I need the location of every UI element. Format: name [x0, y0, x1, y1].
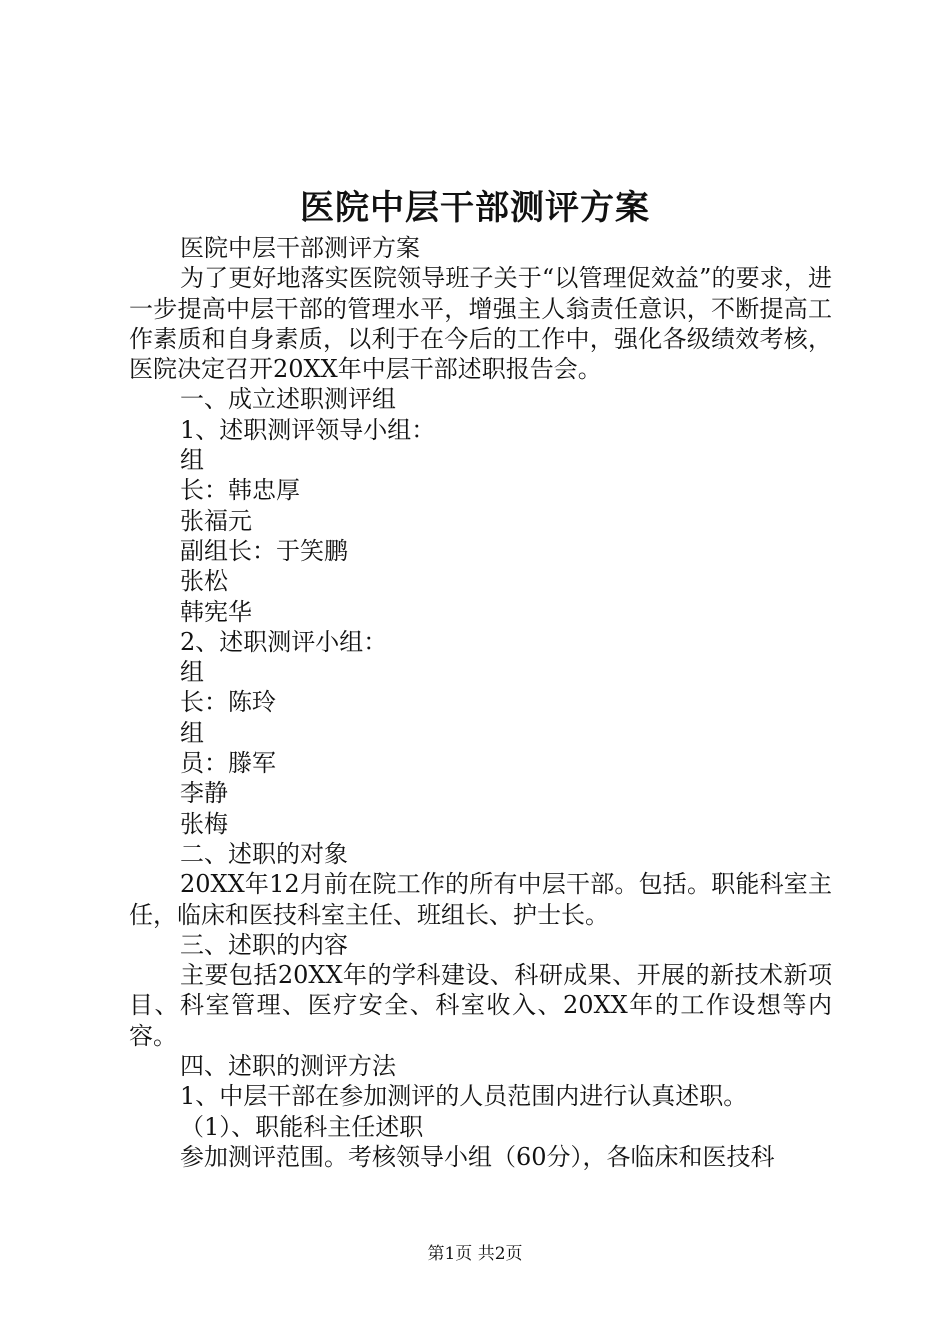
- paragraph: 为了更好地落实医院领导班子关于“以管理促效益”的要求，进一步提高中层干部的管理水平，增强主人翁责任意识，不断提高工作素质和自身素质，以利于在今后的工作中，强化各级绩效考核，医院决定召开20XX年中层干部述职报告会。: [129, 264, 832, 384]
- paragraph: 张松: [180, 567, 228, 596]
- page-number-footer: 第1页 共2页: [427, 1244, 523, 1264]
- section-heading: 二、述职的对象: [180, 839, 348, 868]
- paragraph: 组: [180, 446, 204, 475]
- paragraph: 副组长：于笑鹏: [180, 536, 348, 565]
- paragraph: 组: [180, 718, 204, 747]
- paragraph: 长：陈玲: [180, 688, 276, 717]
- document-body: [129, 233, 832, 1172]
- section-heading: 四、述职的测评方法: [180, 1052, 396, 1081]
- paragraph: 主要包括20XX年的学科建设、科研成果、开展的新技术新项目、科室管理、医疗安全、科室收入、20XX年的工作设想等内容。: [129, 961, 832, 1050]
- paragraph: 组: [180, 658, 204, 687]
- paragraph: 李静: [180, 779, 228, 808]
- paragraph: 长：韩忠厚: [180, 476, 300, 505]
- section-heading: 三、述职的内容: [180, 930, 348, 959]
- paragraph: 医院中层干部测评方案: [180, 234, 420, 262]
- paragraph: 20XX年12月前在院工作的所有中层干部。包括。职能科室主任，临床和医技科室主任、班组长、护士长。: [129, 870, 832, 929]
- paragraph: 韩宪华: [180, 597, 252, 626]
- paragraph: 员：滕军: [180, 749, 276, 778]
- paragraph: 张梅: [180, 809, 228, 838]
- subsection-heading: 2、述职测评小组：: [180, 627, 388, 656]
- paragraph: 1、中层干部在参加测评的人员范围内进行认真述职。: [180, 1082, 748, 1111]
- paragraph: （1）、职能科主任述职: [180, 1112, 424, 1141]
- section-heading: 一、成立述职测评组: [180, 385, 396, 414]
- document-title: 医院中层干部测评方案: [300, 188, 650, 228]
- paragraph: 参加测评范围。考核领导小组（60分），各临床和医技科: [180, 1142, 775, 1171]
- paragraph: 张福元: [180, 506, 252, 535]
- subsection-heading: 1、述职测评领导小组：: [180, 415, 436, 444]
